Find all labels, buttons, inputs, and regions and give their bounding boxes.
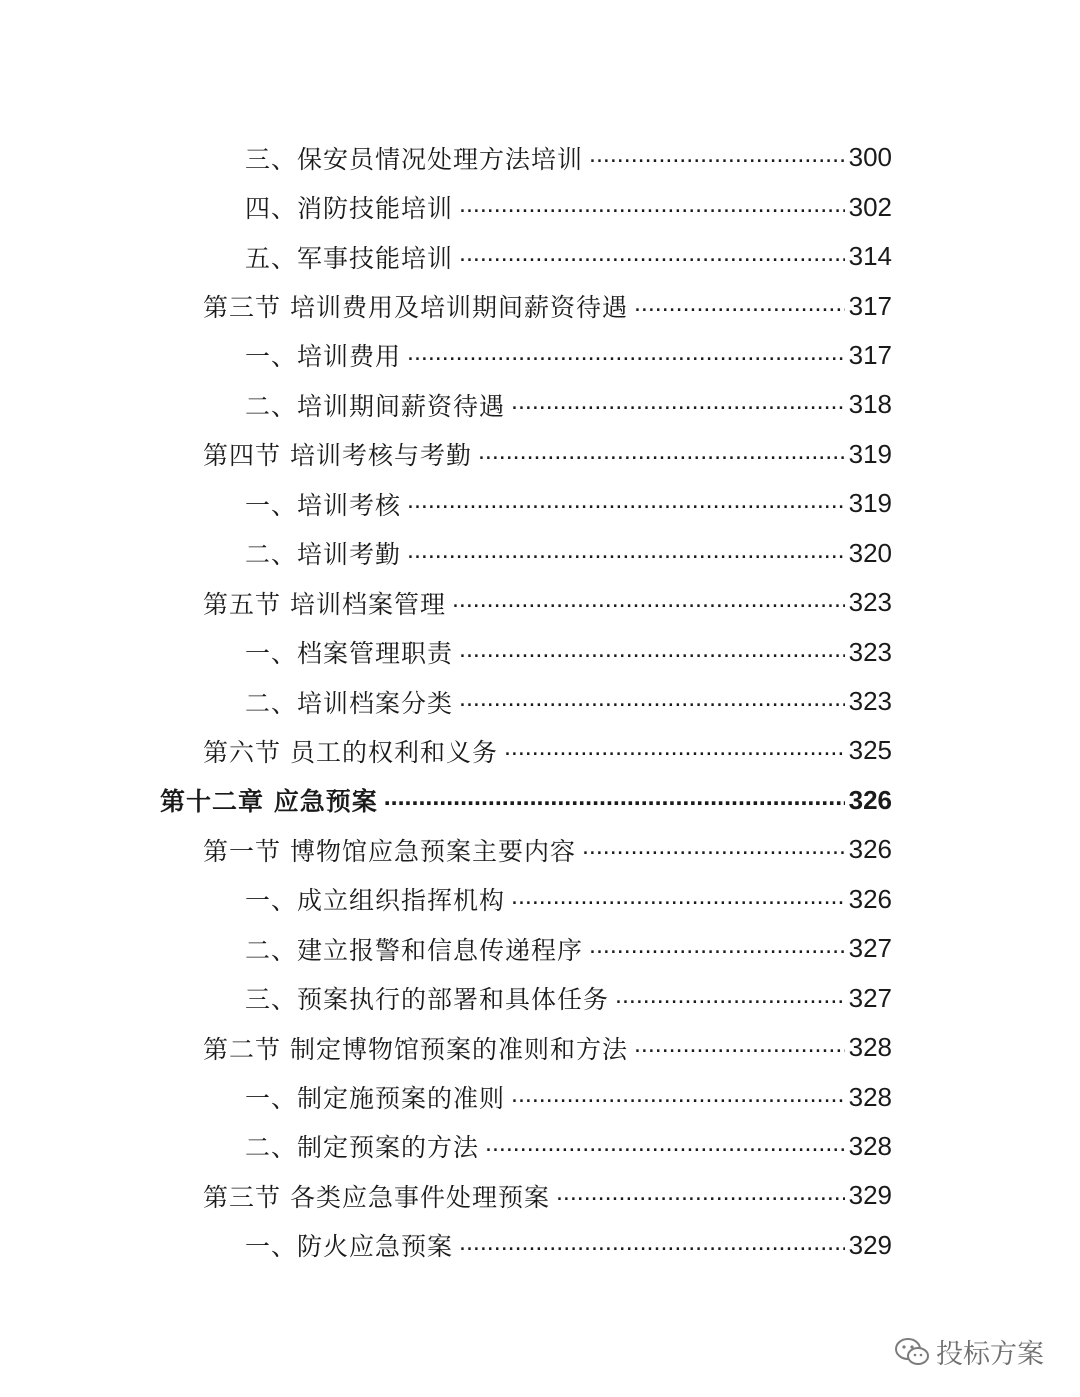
- toc-section-entry[interactable]: [0, 1171, 1080, 1220]
- toc-subsection-entry[interactable]: [0, 1221, 1080, 1270]
- toc-dot-leader: [407, 486, 845, 515]
- toc-entry-title: 一、防火应急预案: [245, 1232, 454, 1262]
- toc-entry-title: 三、预案执行的部署和具体任务: [245, 985, 610, 1015]
- toc-entry-title: 二、制定预案的方法: [245, 1133, 480, 1163]
- toc-page-number: 325: [848, 735, 892, 766]
- toc-subsection-entry[interactable]: [0, 232, 1080, 281]
- toc-dot-leader: [478, 437, 845, 466]
- toc-dot-leader: [589, 140, 845, 169]
- toc-page-number: 318: [848, 389, 892, 420]
- toc-entry-title: 一、培训费用: [245, 342, 402, 372]
- watermark-text: 投标方案: [936, 1339, 1044, 1370]
- toc-page-number: 300: [848, 142, 892, 173]
- toc-subsection-entry[interactable]: [0, 133, 1080, 182]
- toc-entry-title: 第六节 员工的权利和义务: [203, 737, 498, 767]
- toc-dot-leader: [589, 931, 845, 960]
- toc-entry-title: 四、消防技能培训: [245, 194, 454, 224]
- toc-page-number: 327: [848, 982, 892, 1013]
- toc-dot-leader: [407, 338, 845, 367]
- toc-entry-title: 一、制定施预案的准则: [245, 1084, 506, 1114]
- toc-entry-title: 一、档案管理职责: [245, 639, 454, 669]
- toc-dot-leader: [634, 1030, 845, 1059]
- toc-entry-title: 第三节 培训费用及培训期间薪资待遇: [203, 293, 628, 323]
- toc-page-number: 326: [848, 784, 892, 815]
- toc-dot-leader: [511, 387, 845, 416]
- toc-dot-leader: [459, 1228, 845, 1257]
- toc-entry-title: 一、培训考核: [245, 490, 402, 520]
- watermark: [894, 1332, 1044, 1371]
- toc-subsection-entry[interactable]: [0, 1122, 1080, 1171]
- toc-dot-leader: [511, 1080, 845, 1109]
- toc-subsection-entry[interactable]: [0, 529, 1080, 578]
- toc-page-number: 317: [848, 339, 892, 370]
- toc-page-number: 314: [848, 241, 892, 272]
- table-of-contents: [0, 133, 1080, 1270]
- toc-dot-leader: [511, 882, 845, 911]
- toc-subsection-entry[interactable]: [0, 677, 1080, 726]
- toc-entry-title: 五、军事技能培训: [245, 243, 454, 273]
- toc-subsection-entry[interactable]: [0, 380, 1080, 429]
- toc-page-number: 317: [848, 290, 892, 321]
- toc-subsection-entry[interactable]: [0, 924, 1080, 973]
- toc-dot-leader: [582, 832, 845, 861]
- toc-page-number: 326: [848, 883, 892, 914]
- toc-dot-leader: [615, 981, 845, 1010]
- toc-subsection-entry[interactable]: [0, 479, 1080, 528]
- toc-page-number: 323: [848, 686, 892, 717]
- toc-dot-leader: [384, 783, 845, 812]
- toc-dot-leader: [504, 733, 845, 762]
- toc-dot-leader: [459, 635, 845, 664]
- toc-page-number: 323: [848, 636, 892, 667]
- toc-page-number: 329: [848, 1180, 892, 1211]
- toc-dot-leader: [459, 190, 845, 219]
- toc-dot-leader: [556, 1178, 845, 1207]
- toc-entry-title: 二、培训档案分类: [245, 688, 454, 718]
- toc-entry-title: 二、培训期间薪资待遇: [245, 391, 506, 421]
- toc-dot-leader: [407, 536, 845, 565]
- toc-entry-title: 二、建立报警和信息传递程序: [245, 935, 584, 965]
- toc-dot-leader: [459, 239, 845, 268]
- toc-section-entry[interactable]: [0, 578, 1080, 627]
- toc-section-entry[interactable]: [0, 726, 1080, 775]
- toc-page-number: 327: [848, 933, 892, 964]
- toc-entry-title: 第一节 博物馆应急预案主要内容: [203, 836, 576, 866]
- toc-entry-title: 第四节 培训考核与考勤: [203, 441, 472, 471]
- toc-page-number: 328: [848, 1081, 892, 1112]
- toc-page-number: 323: [848, 587, 892, 618]
- toc-entry-title: 三、保安员情况处理方法培训: [245, 144, 584, 174]
- toc-section-entry[interactable]: [0, 1023, 1080, 1072]
- toc-subsection-entry[interactable]: [0, 973, 1080, 1022]
- toc-section-entry[interactable]: [0, 825, 1080, 874]
- toc-subsection-entry[interactable]: [0, 182, 1080, 231]
- toc-dot-leader: [452, 585, 845, 614]
- toc-page-number: 319: [848, 438, 892, 469]
- toc-subsection-entry[interactable]: [0, 627, 1080, 676]
- toc-entry-title: 一、成立组织指挥机构: [245, 886, 506, 916]
- toc-section-entry[interactable]: [0, 430, 1080, 479]
- toc-chapter-entry[interactable]: [0, 776, 1080, 825]
- toc-subsection-entry[interactable]: [0, 875, 1080, 924]
- toc-page-number: 328: [848, 1130, 892, 1161]
- toc-entry-title: 第三节 各类应急事件处理预案: [203, 1182, 550, 1212]
- toc-entry-title: 第五节 培训档案管理: [203, 589, 446, 619]
- toc-page-number: 320: [848, 537, 892, 568]
- toc-dot-leader: [459, 684, 845, 713]
- toc-subsection-entry[interactable]: [0, 1072, 1080, 1121]
- toc-section-entry[interactable]: [0, 281, 1080, 330]
- toc-page-number: 328: [848, 1032, 892, 1063]
- toc-dot-leader: [634, 289, 845, 318]
- toc-subsection-entry[interactable]: [0, 331, 1080, 380]
- toc-entry-title: 第二节 制定博物馆预案的准则和方法: [203, 1034, 628, 1064]
- toc-page-number: 302: [848, 191, 892, 222]
- toc-entry-title: 二、培训考勤: [245, 540, 402, 570]
- wechat-icon: [894, 1337, 930, 1367]
- toc-entry-title: 第十二章 应急预案: [160, 787, 378, 817]
- toc-page-number: 329: [848, 1229, 892, 1260]
- toc-page-number: 319: [848, 488, 892, 519]
- toc-page-number: 326: [848, 834, 892, 865]
- toc-dot-leader: [485, 1129, 845, 1158]
